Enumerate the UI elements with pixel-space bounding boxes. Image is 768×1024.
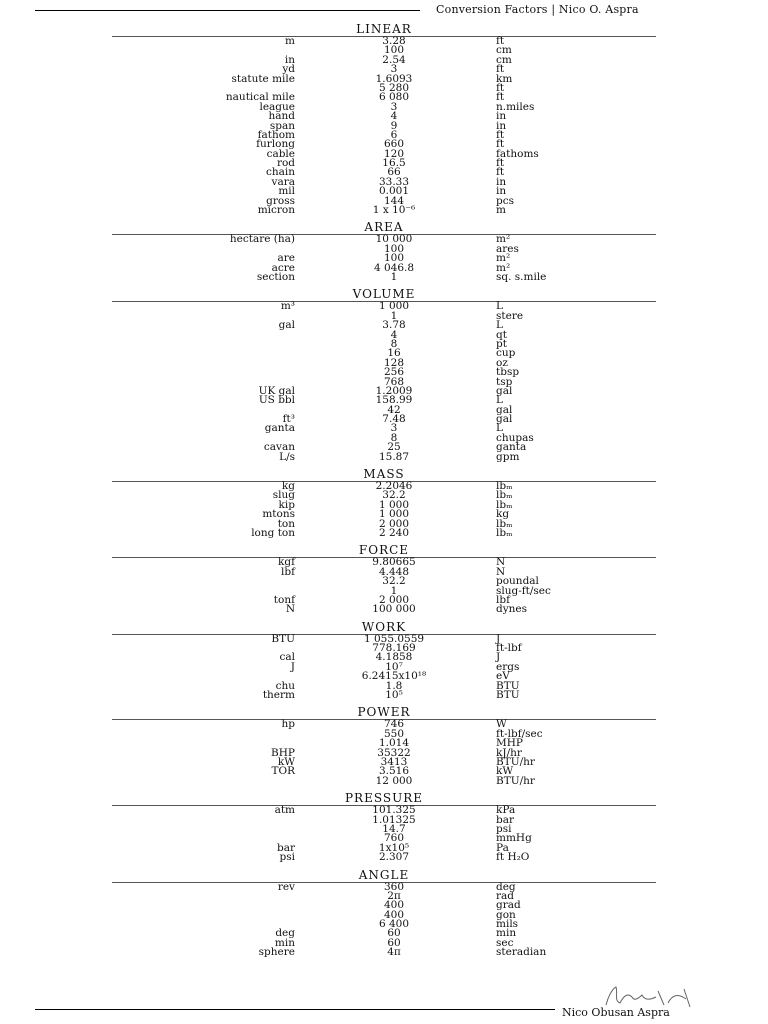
factor-value: 60 (387, 927, 401, 940)
to-unit: BTU/hr (496, 756, 535, 768)
from-unit: gross (266, 194, 295, 207)
to-unit: m² (496, 261, 511, 274)
from-unit: chu (275, 679, 295, 692)
section-power (112, 706, 656, 786)
footer-rule (35, 1009, 555, 1010)
to-unit: steradian (496, 946, 547, 959)
to-unit: J (496, 651, 501, 664)
table-row (112, 929, 656, 938)
from-unit (112, 825, 295, 834)
factor-value: 4 (390, 328, 398, 341)
from-unit: section (256, 270, 295, 283)
section-title: ANGLE (112, 869, 656, 883)
from-unit: atm (274, 804, 295, 817)
to-unit: ft (496, 81, 505, 94)
factor-value: 9 (390, 119, 398, 132)
factor-value: 550 (383, 727, 405, 740)
from-unit: kg (281, 480, 295, 493)
factor-value: 32.2 (382, 489, 406, 502)
from-unit: UK gal (258, 384, 295, 397)
from-unit: in (284, 53, 295, 66)
factor-value: 6.2415x10¹⁸ (361, 670, 427, 683)
factor-value: 128 (383, 356, 405, 369)
factor-value: 158.99 (375, 394, 413, 407)
from-unit: hp (281, 718, 295, 731)
factor-value: 1x10⁵ (378, 841, 410, 854)
to-unit: lbₘ (496, 498, 513, 511)
to-unit: deg (496, 880, 516, 893)
from-unit (112, 359, 295, 368)
to-unit: cup (496, 347, 516, 360)
factor-value: 100 (383, 252, 405, 265)
to-unit: lbf (496, 593, 510, 606)
factor-value: 42 (387, 403, 401, 416)
factor-value: 1 (390, 584, 398, 597)
to-unit: BTU/hr (496, 774, 535, 787)
table-row (112, 853, 656, 862)
factor-value: 7.48 (382, 413, 406, 426)
to-unit: gal (496, 413, 513, 426)
to-unit: gpm (496, 450, 520, 463)
from-unit (112, 340, 295, 349)
factor-value: 4.1858 (375, 651, 413, 664)
table-row (112, 774, 656, 787)
to-unit: ft (496, 166, 505, 179)
from-unit (112, 901, 295, 910)
to-unit: poundal (496, 575, 539, 588)
from-unit: league (259, 100, 295, 113)
to-unit: m² (496, 252, 511, 265)
factor-value: 1.01325 (372, 813, 416, 826)
factor-value: 2.307 (378, 851, 410, 864)
section-angle (112, 869, 656, 958)
from-unit: min (274, 936, 295, 949)
factor-value: 360 (383, 880, 405, 893)
factor-value: 2 240 (378, 526, 410, 539)
factor-value: 8 (390, 431, 398, 444)
factor-value: 100 (383, 44, 405, 57)
from-unit: m (285, 35, 295, 47)
to-unit: sec (496, 936, 514, 949)
from-unit: slug (272, 489, 295, 502)
from-unit: deg (275, 927, 295, 940)
from-unit: micron (257, 204, 295, 217)
factor-value: 4π (387, 946, 401, 959)
from-unit: furlong (256, 138, 295, 151)
factor-value: 35322 (377, 746, 411, 759)
to-unit: tsp (496, 375, 513, 388)
from-unit: ft³ (282, 413, 295, 426)
to-unit: ft (496, 138, 505, 151)
table-row (112, 302, 656, 311)
from-unit (112, 920, 295, 929)
to-unit: chupas (496, 431, 534, 444)
table-row (112, 605, 656, 614)
from-unit (112, 587, 295, 596)
from-unit: mtons (262, 508, 295, 521)
factor-value: 8 (390, 337, 398, 350)
from-unit: cal (279, 651, 295, 664)
factor-value: 100 (383, 242, 405, 255)
table-row (112, 526, 656, 539)
document-header: Conversion Factors | Nico O. Aspra (436, 3, 639, 16)
from-unit: TOR (271, 765, 295, 778)
to-unit: m² (496, 233, 511, 246)
factor-value: 33.33 (378, 175, 410, 188)
factor-value: 2π (387, 889, 401, 902)
from-unit: fathom (257, 128, 295, 141)
section-title: POWER (112, 706, 656, 720)
header-rule (35, 10, 420, 11)
from-unit (112, 349, 295, 358)
to-unit: cm (496, 44, 512, 57)
to-unit: cm (496, 53, 512, 66)
to-unit: ganta (496, 441, 527, 454)
factor-value: 746 (383, 718, 405, 731)
factor-value: 2.2046 (375, 480, 413, 493)
from-unit: rod (276, 157, 295, 170)
from-unit (112, 312, 295, 321)
section-force (112, 544, 656, 614)
section-title: FORCE (112, 544, 656, 558)
factor-value: 4 (390, 110, 398, 123)
conversion-table (112, 23, 656, 958)
table-row (112, 936, 656, 949)
table-row (112, 53, 656, 66)
table-row (112, 337, 656, 350)
from-unit (112, 834, 295, 843)
factor-value: 10⁵ (385, 689, 403, 702)
factor-value: 2 000 (378, 593, 410, 606)
to-unit: gon (496, 908, 516, 921)
from-unit: hand (268, 110, 295, 123)
table-row (112, 653, 656, 662)
from-unit (112, 644, 295, 653)
from-unit: US bbl (258, 394, 295, 407)
to-unit: pt (496, 337, 507, 350)
to-unit: L (496, 300, 503, 313)
factor-value: 16.5 (382, 157, 406, 170)
section-title: LINEAR (112, 23, 656, 37)
factor-value: 400 (383, 908, 405, 921)
from-unit: mil (278, 185, 295, 198)
table-row (112, 159, 656, 168)
factor-value: 2 000 (378, 517, 410, 530)
factor-value: 3 (390, 100, 398, 113)
to-unit: fathoms (496, 147, 539, 160)
to-unit: dynes (496, 603, 528, 616)
to-unit: gal (496, 403, 513, 416)
to-unit: ft (496, 128, 505, 141)
factor-value: 1.8 (385, 679, 403, 692)
from-unit: cavan (263, 441, 295, 454)
from-unit: J (290, 660, 295, 673)
table-row (112, 672, 656, 681)
from-unit: acre (271, 261, 295, 274)
factor-value: 1 055.0559 (363, 632, 425, 645)
factor-value: 3 (390, 422, 398, 435)
from-unit (112, 672, 295, 681)
from-unit: BTU (271, 632, 295, 645)
factor-value: 768 (383, 375, 405, 388)
factor-value: 3.78 (382, 319, 406, 332)
to-unit: ft (496, 35, 505, 47)
factor-value: 16 (387, 347, 401, 360)
factor-value: 4.448 (378, 565, 410, 578)
from-unit: kip (278, 498, 295, 511)
to-unit: gal (496, 384, 513, 397)
to-unit: rad (496, 889, 515, 902)
factor-value: 5 280 (378, 81, 410, 94)
factor-value: 10⁷ (385, 660, 403, 673)
to-unit: mils (496, 918, 519, 931)
to-unit: tbsp (496, 366, 520, 379)
section-title: WORK (112, 621, 656, 635)
table-row (112, 321, 656, 330)
from-unit: rev (277, 880, 295, 893)
from-unit: vara (271, 175, 295, 188)
table-row (112, 424, 656, 433)
factor-value: 6 (390, 128, 398, 141)
table-row (112, 112, 656, 121)
table-row (112, 920, 656, 929)
to-unit: slug-ft/sec (496, 584, 551, 597)
from-unit: cable (266, 147, 295, 160)
from-unit (112, 406, 295, 415)
to-unit: n.miles (496, 100, 535, 113)
from-unit: nautical mile (225, 91, 295, 104)
to-unit: ares (496, 242, 519, 255)
to-unit: m (496, 204, 506, 217)
to-unit: N (496, 556, 506, 569)
to-unit: kg (496, 508, 510, 521)
from-unit (112, 892, 295, 901)
from-unit: tonf (273, 593, 295, 606)
table-row (112, 261, 656, 274)
factor-value: 3 (390, 63, 398, 76)
factor-value: 0.001 (378, 185, 410, 198)
from-unit: kgf (278, 556, 295, 569)
factor-value: 6 400 (378, 918, 410, 931)
factor-value: 1.6093 (375, 72, 413, 85)
factor-value: 144 (383, 194, 405, 207)
factor-value: 1 (390, 309, 398, 322)
factor-value: 1 x 10⁻⁶ (372, 204, 416, 217)
table-row (112, 415, 656, 424)
from-unit: BHP (271, 746, 295, 759)
factor-value: 1 000 (378, 508, 410, 521)
from-unit: bar (276, 841, 295, 854)
from-unit (112, 331, 295, 340)
to-unit: in (496, 175, 507, 188)
factor-value: 1 (390, 270, 398, 283)
table-row (112, 206, 656, 215)
factor-value: 12 000 (375, 774, 413, 787)
from-unit: chain (265, 166, 295, 179)
table-row (112, 328, 656, 341)
from-unit (112, 777, 295, 786)
section-title: VOLUME (112, 288, 656, 302)
to-unit: MHP (496, 737, 523, 750)
factor-value: 778.169 (372, 642, 416, 655)
section-pressure (112, 792, 656, 862)
table-row (112, 431, 656, 444)
from-unit (112, 816, 295, 825)
from-unit: statute mile (231, 72, 295, 85)
section-title: MASS (112, 468, 656, 482)
from-unit: psi (279, 851, 295, 864)
to-unit: BTU (496, 679, 520, 692)
to-unit: N (496, 565, 506, 578)
to-unit: grad (496, 899, 521, 912)
factor-value: 660 (383, 138, 405, 151)
to-unit: mmHg (496, 832, 532, 845)
factor-value: 3.28 (382, 35, 406, 47)
to-unit: Pa (496, 841, 509, 854)
table-row (112, 100, 656, 113)
factor-value: 1 000 (378, 498, 410, 511)
factor-value: 100 000 (372, 603, 416, 616)
from-unit: sphere (258, 946, 295, 959)
from-unit: yd (282, 63, 295, 76)
to-unit: oz (496, 356, 508, 369)
from-unit: kW (277, 756, 295, 768)
section-title: PRESSURE (112, 792, 656, 806)
from-unit: lbf (281, 565, 295, 578)
from-unit (112, 46, 295, 55)
section-volume (112, 288, 656, 462)
from-unit: m³ (280, 300, 295, 313)
factor-value: 760 (383, 832, 405, 845)
factor-value: 2.54 (382, 53, 406, 66)
to-unit: ft (496, 91, 505, 104)
factor-value: 9.80665 (372, 556, 416, 569)
to-unit: kPa (496, 804, 516, 817)
factor-value: 256 (383, 366, 405, 379)
from-unit: hectare (ha) (229, 233, 295, 246)
to-unit: km (496, 72, 513, 85)
to-unit: lbₘ (496, 489, 513, 502)
section-mass (112, 468, 656, 538)
factor-value: 4 046.8 (373, 261, 415, 274)
factor-value: 101.325 (372, 804, 416, 817)
from-unit (112, 911, 295, 920)
from-unit (112, 730, 295, 739)
to-unit: ft (496, 63, 505, 76)
table-row (112, 577, 656, 586)
factor-value: 120 (383, 147, 405, 160)
from-unit: therm (262, 689, 295, 702)
to-unit: L (496, 394, 503, 407)
to-unit: bar (496, 813, 515, 826)
from-unit: L/s (279, 450, 295, 463)
factor-value: 25 (387, 441, 401, 454)
from-unit (112, 368, 295, 377)
section-title: AREA (112, 221, 656, 235)
section-linear (112, 23, 656, 215)
from-unit (112, 245, 295, 254)
from-unit (112, 739, 295, 748)
to-unit: in (496, 110, 507, 123)
factor-value: 60 (387, 936, 401, 949)
to-unit: L (496, 422, 503, 435)
to-unit: ft H₂O (496, 851, 530, 864)
to-unit: in (496, 185, 507, 198)
to-unit: ft-lbf (496, 642, 522, 655)
to-unit: lbₘ (496, 517, 513, 530)
table-row (112, 679, 656, 692)
from-unit: ganta (264, 422, 295, 435)
factor-value: 1 000 (378, 300, 410, 313)
from-unit: are (277, 252, 295, 265)
factor-value: 32.2 (382, 575, 406, 588)
to-unit: kW (496, 765, 514, 778)
to-unit: psi (496, 822, 512, 835)
to-unit: lbₘ (496, 480, 513, 493)
table-row (112, 450, 656, 463)
section-work (112, 621, 656, 701)
to-unit: eV (496, 670, 510, 683)
factor-value: 14.7 (382, 822, 406, 835)
from-unit: long ton (251, 526, 295, 539)
from-unit: gal (278, 319, 295, 332)
factor-value: 1.014 (378, 737, 410, 750)
to-unit: pcs (496, 194, 514, 207)
factor-value: 66 (387, 166, 401, 179)
to-unit: min (496, 927, 517, 940)
factor-value: 400 (383, 899, 405, 912)
to-unit: stere (496, 309, 524, 322)
factor-value: 15.87 (378, 450, 410, 463)
from-unit: ton (277, 517, 295, 530)
from-unit: span (269, 119, 295, 132)
factor-value: 1.2009 (375, 384, 413, 397)
to-unit: BTU (496, 689, 520, 702)
table-row (112, 396, 656, 405)
from-unit (112, 577, 295, 586)
footer-author: Nico Obusan Aspra (562, 1006, 670, 1019)
section-area (112, 221, 656, 282)
table-row (112, 691, 656, 700)
to-unit: qt (496, 328, 507, 341)
to-unit: W (496, 718, 507, 731)
factor-value: 3.516 (378, 765, 410, 778)
to-unit: ft (496, 157, 505, 170)
factor-value: 10 000 (375, 233, 413, 246)
to-unit: sq. s.mile (496, 270, 547, 283)
factor-value: 3413 (380, 756, 408, 768)
table-row (112, 93, 656, 102)
table-row (112, 270, 656, 283)
table-row (112, 119, 656, 132)
table-row (112, 948, 656, 957)
to-unit: L (496, 319, 503, 332)
factor-value: 6 080 (378, 91, 410, 104)
to-unit: lbₘ (496, 526, 513, 539)
to-unit: ft-lbf/sec (496, 727, 543, 740)
to-unit: kJ/hr (496, 746, 522, 759)
to-unit: J (496, 632, 501, 645)
from-unit: N (285, 603, 295, 616)
to-unit: ergs (496, 660, 520, 673)
table-row (112, 880, 656, 893)
to-unit: in (496, 119, 507, 132)
